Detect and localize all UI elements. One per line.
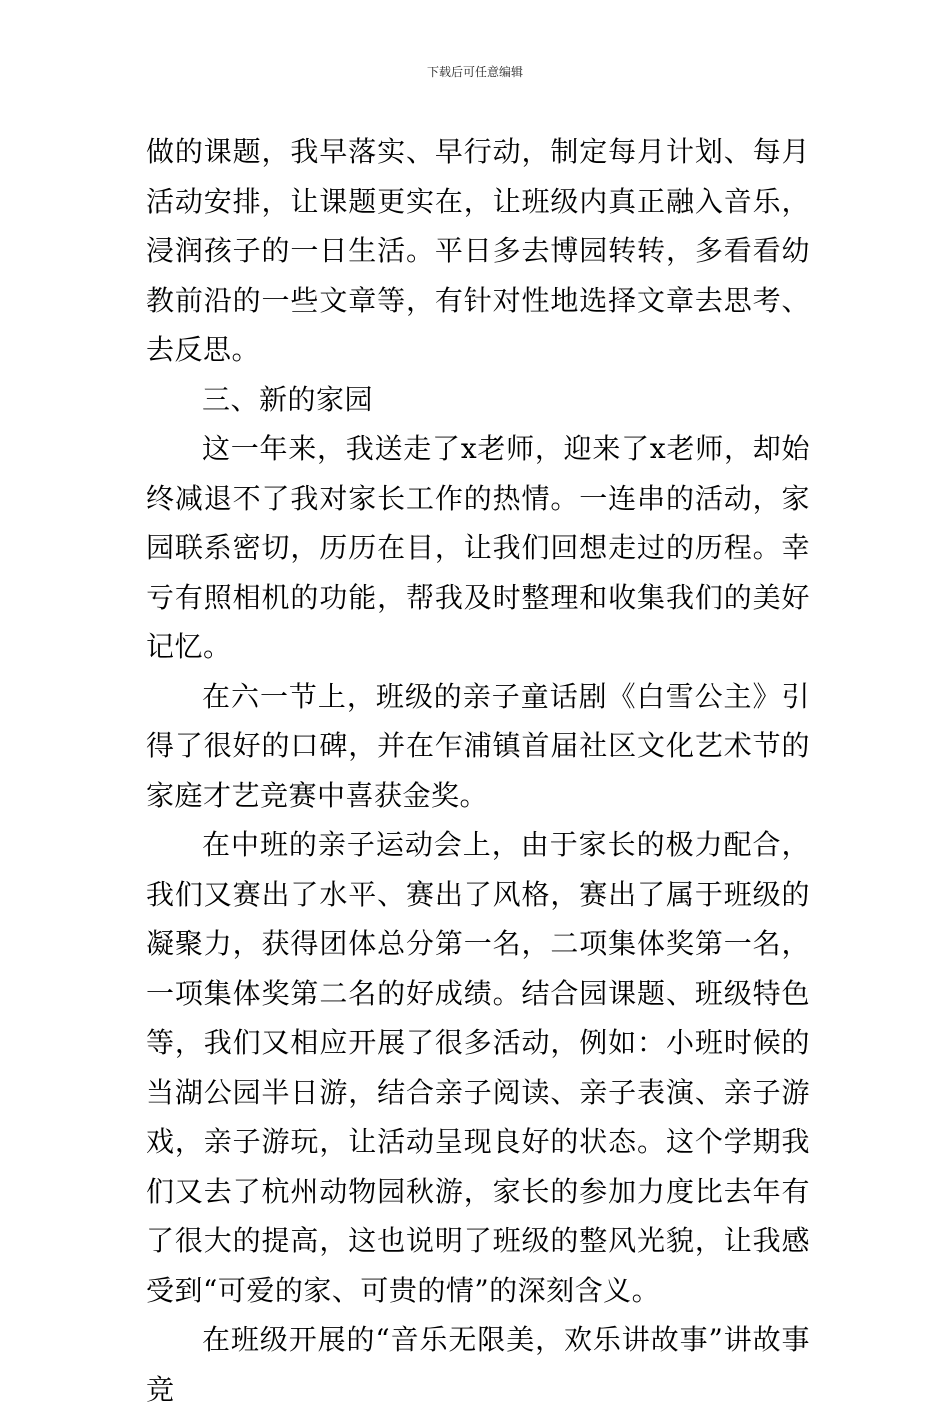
body-paragraph: 在六一节上，班级的亲子童话剧《白雪公主》引得了很好的口碑，并在乍浦镇首届社区文化艺术节的家庭才艺竞赛中喜获金奖。 bbox=[146, 679, 810, 812]
body-paragraph: 在中班的亲子运动会上，由于家长的极力配合，我们又赛出了水平、赛出了风格，赛出了属于班级的凝聚力，获得团体总分第一名，二项集体奖第一名，一项集体奖第二名的好成绩。结合园课题、班级特色等，我们又相应开展了很多活动，例如：小班时候的当湖公园半日游，结合亲子阅读、亲子表演、亲子游戏，亲子游玩，让活动呈现良好的状态。这个学期我们又去了杭州动物园秋游，家长的参加力度比去年有了很大的提高，这也说明了班级的整风光貌，让我感受到“可爱的家、可贵的情”的深刻含义。 bbox=[146, 828, 810, 1307]
body-paragraph: 这一年来，我送走了x老师，迎来了x老师，却始终减退不了我对家长工作的热情。一连串的活动，家园联系密切，历历在目，让我们回想走过的历程。幸亏有照相机的功能，帮我及时整理和收集我们的美好记忆。 bbox=[146, 432, 810, 663]
body-paragraph: 在班级开展的“音乐无限美，欢乐讲故事”讲故事竞 bbox=[146, 1323, 810, 1406]
continuation-paragraph: 做的课题，我早落实、早行动，制定每月计划、每月活动安排，让课题更实在，让班级内真正融入音乐，浸润孩子的一日生活。平日多去博园转转，多看看幼教前沿的一些文章等，有针对性地选择文章去思考、去反思。 bbox=[146, 135, 810, 366]
section-heading: 三、新的家园 bbox=[202, 382, 374, 416]
page-header: 下载后可任意编辑 bbox=[426, 65, 523, 79]
document-body bbox=[146, 127, 810, 1414]
